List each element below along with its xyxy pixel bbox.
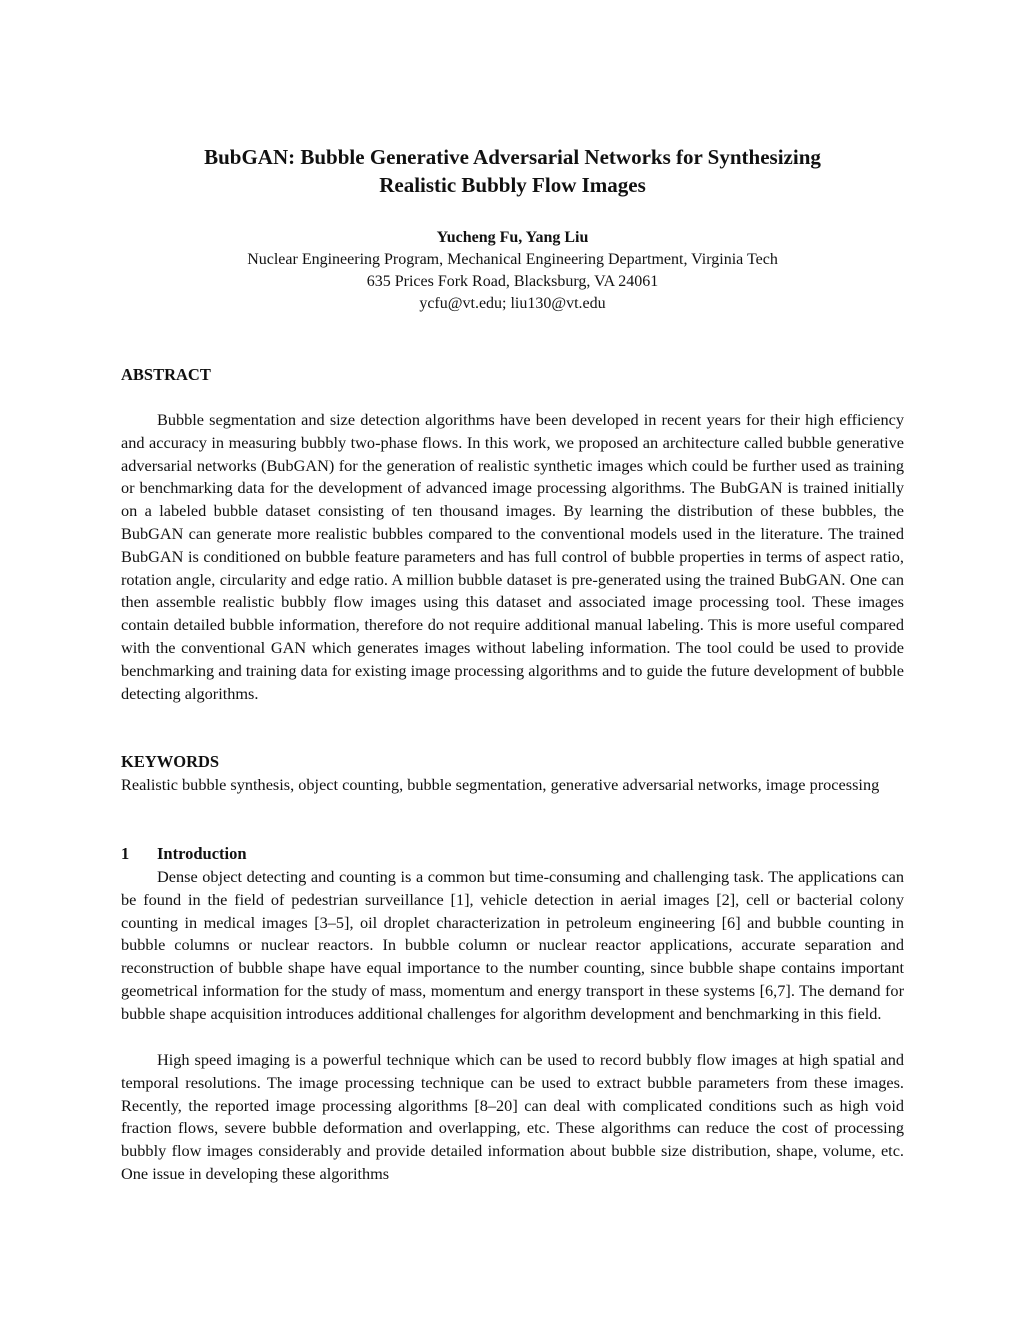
author-block [121,227,904,315]
intro-paragraph-1: Dense object detecting and counting is a common but time-consuming and challenging task. The applications can be found in the field of pedestrian surveillance [1], vehicle detection in aerial images [2], cell or bacterial colony counting in medical images [3–5], oil droplet characterization in petroleum engineering [6] and bubble counting in bubble columns or nuclear reactors. In bubble column or nuclear reactor applications, accurate separation and reconstruction of bubble shape have equal importance to the number counting, since bubble shape contains important geometrical information for the study of mass, momentum and energy transport in these systems [6,7]. The demand for bubble shape acquisition introduces additional challenges for algorithm development and benchmarking in this field. [121,867,904,1023]
intro-paragraph-2: High speed imaging is a powerful technique which can be used to record bubbly flow images at high spatial and temporal resolutions. The image processing technique can be used to extract bubble parameters from these images. Recently, the reported image processing algorithms [8–20] can deal with complicated conditions such as high void fraction flows, severe bubble deformation and overlapping, etc. These algorithms can reduce the cost of processing bubbly flow images considerably and provide detailed information about bubble size distribution, shape, volume, etc. One issue in developing these algorithms [121,1050,904,1183]
section-title: Introduction [157,844,247,863]
title-line-2: Realistic Bubbly Flow Images [379,173,646,197]
section-number: 1 [121,844,130,863]
title-line-1: BubGAN: Bubble Generative Adversarial Networks for Synthesizing [204,145,821,169]
introduction-heading [121,843,247,865]
affiliation: Nuclear Engineering Program, Mechanical Engineering Department, Virginia Tech [247,251,778,268]
abstract-heading: ABSTRACT [121,365,211,384]
abstract-text: Bubble segmentation and size detection algorithms have been developed in recent years for their high efficiency and accuracy in measuring bubbly two-phase flows. In this work, we proposed an architecture called bubble generative adversarial networks (BubGAN) for the generation of realistic synthetic images which could be further used as training or benchmarking data for the development of advanced image processing algorithms. The BubGAN is trained initially on a labeled bubble dataset consisting of ten thousand images. By learning the distribution of these bubbles, the BubGAN can generate more realistic bubbles compared to the conventional models used in the literature. The trained BubGAN is conditioned on bubble feature parameters and has full control of bubble properties in terms of aspect ratio, rotation angle, circularity and edge ratio. A million bubble dataset is pre-generated using the trained BubGAN. One can then assemble realistic bubbly flow images using this dataset and associated image processing tool. These images contain detailed bubble information, therefore do not require additional manual labeling. This is more useful compared with the conventional GAN which generates images without labeling information. The tool could be used to provide benchmarking and training data for existing image processing algorithms and to guide the future development of bubble detecting algorithms. [121,410,904,703]
address: 635 Prices Fork Road, Blacksburg, VA 24061 [366,273,659,290]
keywords-text: Realistic bubble synthesis, object counting, bubble segmentation, generative adversarial networks, image processing [121,775,880,794]
emails: ycfu@vt.edu; liu130@vt.edu [419,295,606,312]
paper-title [121,143,904,199]
author-names: Yucheng Fu, Yang Liu [436,229,589,246]
keywords-heading: KEYWORDS [121,752,220,771]
